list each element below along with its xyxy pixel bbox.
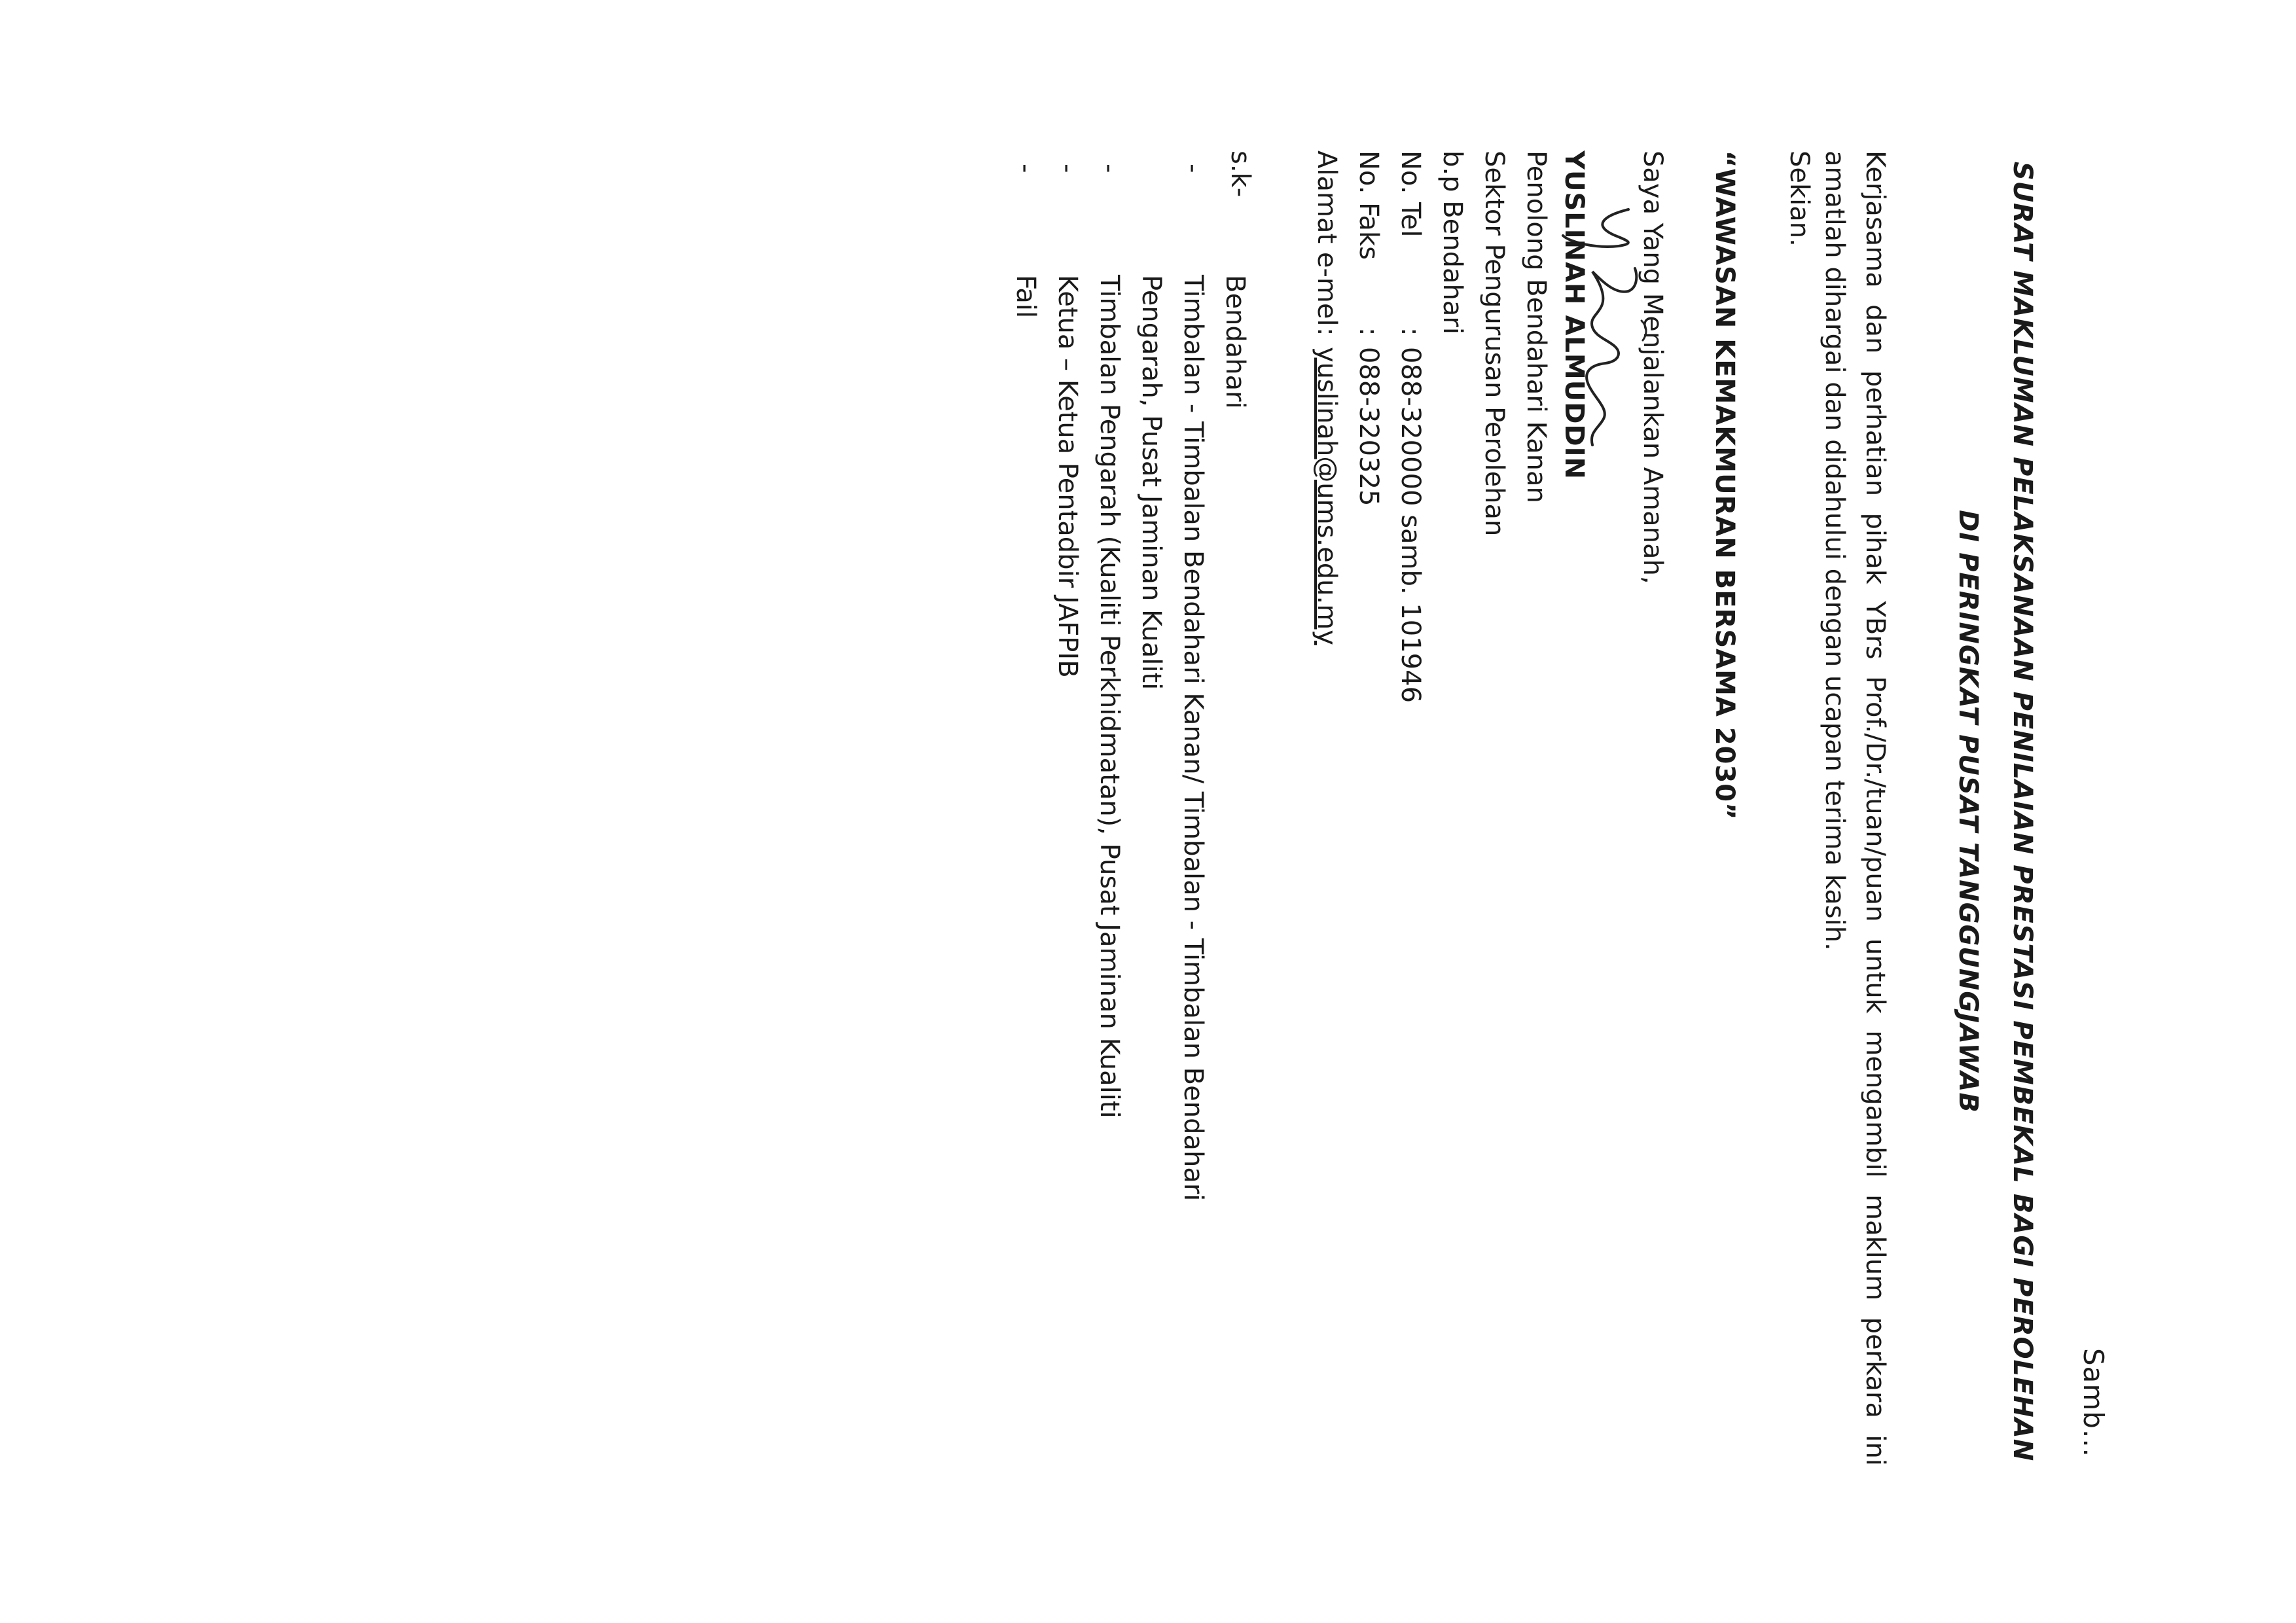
- cc-item: [1005, 151, 1046, 1459]
- contact-value: 088-320000 samb. 101946: [1395, 347, 1426, 704]
- cc-item-text: Ketua – Ketua Pentadbir JAFPIB: [1052, 275, 1083, 678]
- contact-row-phone: [1390, 151, 1431, 1067]
- signatory-name: YUSLINAH ALMUDDIN: [1559, 151, 1589, 480]
- email-link[interactable]: yuslinah@ums.edu.my: [1312, 347, 1342, 645]
- signatory-on-behalf: b.p Bendahari: [1437, 151, 1467, 334]
- signatory-position: Penolong Bendahari Kanan: [1521, 151, 1551, 503]
- contact-colon: :: [1354, 327, 1384, 336]
- cc-item-text: Bendahari: [1220, 275, 1250, 409]
- contact-row-fax: [1348, 151, 1389, 1067]
- cc-label: s.k-: [1225, 151, 1255, 198]
- cc-item: [1215, 151, 1255, 1459]
- contact-colon: :: [1395, 327, 1426, 336]
- cc-item: [1173, 151, 1213, 1459]
- signatory-section: Sektor Pengurusan Perolehan: [1479, 151, 1509, 537]
- cc-dash: -: [1052, 164, 1083, 173]
- body-paragraph-line-2: amatlah dihargai dan didahului dengan ucapan terima kasih.: [1820, 151, 1850, 951]
- cc-dash: -: [1178, 164, 1208, 173]
- cc-item: [1089, 151, 1130, 1459]
- contact-row-email: [1306, 151, 1347, 1067]
- contact-label: No. Faks: [1354, 151, 1384, 260]
- continuation-marker: Samb...: [2077, 1348, 2109, 1458]
- cc-item: [1131, 151, 1172, 1459]
- cc-item: [1047, 151, 1088, 1459]
- cc-dash: -: [1094, 164, 1124, 173]
- cc-item-text: Timbalan Pengarah (Kualiti Perkhidmatan), Pusat Jaminan Kualiti: [1094, 275, 1124, 1118]
- cc-dash: -: [1011, 164, 1041, 173]
- closing-text: Sekian.: [1784, 151, 1814, 247]
- body-paragraph: [1814, 151, 1895, 1466]
- cc-item-text: Fail: [1011, 275, 1041, 319]
- contact-colon: :: [1312, 327, 1342, 336]
- contact-label: Alamat e-mel: [1312, 151, 1342, 327]
- cc-item-text: Timbalan - Timbalan Bendahari Kanan/ Timbalan - Timbalan Bendahari: [1178, 275, 1208, 1202]
- letter-title-line-2: DI PERINGKAT PUSAT TANGGUNGJAWAB: [1953, 510, 1983, 1113]
- letter-title-line-1: SURAT MAKLUMAN PELAKSANAAN PENILAIAN PRESTASI PEMBEKAL BAGI PEROLEHAN: [2007, 161, 2037, 1462]
- sign-off: Saya Yang Menjalankan Amanah,: [1638, 151, 1668, 584]
- body-paragraph-line-1: Kerjasama dan perhatian pihak YBrs Prof./Dr./tuan/puan untuk mengambil maklum perkara ini: [1860, 151, 1890, 1466]
- motto: “WAWASAN KEMAKMURAN BERSAMA 2030”: [1710, 151, 1740, 821]
- contact-value: 088-320325: [1354, 347, 1384, 507]
- contact-label: No. Tel: [1395, 151, 1426, 238]
- cc-item-text: Pengarah, Pusat Jaminan Kualiti: [1136, 275, 1166, 690]
